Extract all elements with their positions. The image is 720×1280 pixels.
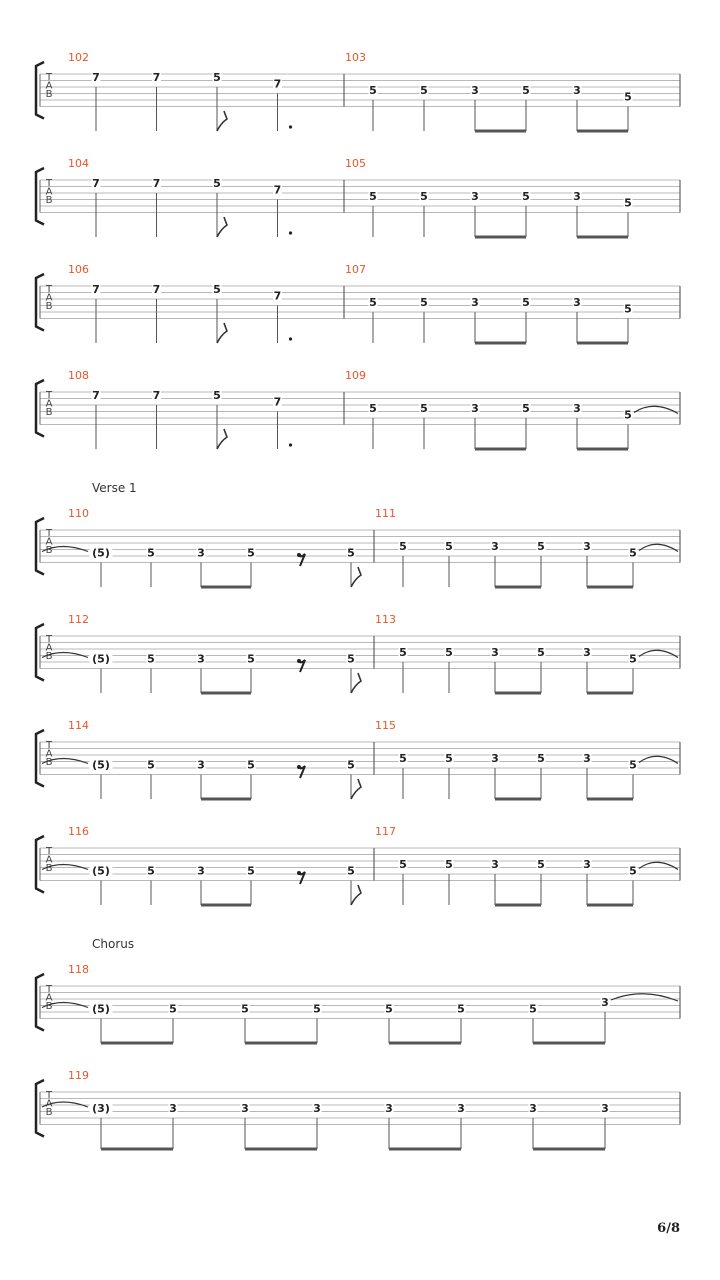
tab-clef-letter: B (45, 301, 53, 313)
fret-number: 3 (583, 646, 591, 659)
fret-number: 3 (529, 1102, 537, 1115)
note-flag (217, 217, 227, 237)
bar-number: 110 (68, 507, 89, 520)
fret-number: 5 (313, 1002, 321, 1016)
fret-number: (5) (92, 864, 110, 878)
fret-number: 7 (273, 183, 282, 197)
fret-number: 3 (197, 758, 205, 772)
fret-number: 5 (347, 758, 355, 772)
fret-number: 3 (491, 858, 499, 871)
fret-number: (5) (92, 546, 110, 560)
note-flag (217, 111, 227, 131)
fret-number: 5 (399, 858, 407, 871)
bar-number: 114 (68, 719, 89, 732)
fret-number: 5 (522, 84, 530, 97)
note-flag (351, 673, 361, 693)
fret-number: 5 (420, 84, 428, 97)
fret-number: 5 (147, 546, 155, 560)
fret-number: 5 (399, 540, 407, 553)
tie-arc (639, 650, 678, 657)
fret-number: 5 (247, 546, 255, 560)
bar-number: 104 (68, 157, 89, 170)
fret-number: 3 (573, 190, 581, 203)
fret-number: 3 (583, 752, 591, 765)
fret-number: 5 (629, 864, 637, 878)
bar-number: 115 (375, 719, 396, 732)
fret-number: 3 (583, 540, 591, 553)
tab-clef-letter: B (45, 757, 53, 769)
tie-arc (639, 862, 678, 869)
fret-number: 5 (247, 864, 255, 878)
fret-number: 5 (624, 196, 632, 210)
tab-clef-letter: B (45, 651, 53, 663)
fret-number: 5 (457, 1002, 465, 1016)
fret-number: 5 (369, 402, 377, 415)
fret-number: 3 (491, 646, 499, 659)
fret-number: 3 (197, 652, 205, 666)
bar-number: 111 (375, 507, 396, 520)
tab-clef-letter: B (45, 1001, 53, 1013)
fret-number: 3 (471, 190, 479, 203)
tab-clef-letter: A (45, 748, 53, 760)
fret-number: 5 (147, 864, 155, 878)
fret-number: 5 (445, 540, 453, 553)
tab-clef-letter: A (45, 80, 53, 92)
tab-clef-letter: T (45, 178, 53, 189)
bar-number: 102 (68, 51, 89, 64)
bar-number: 113 (375, 613, 396, 626)
note-flag (217, 429, 227, 449)
fret-number: 5 (629, 758, 637, 772)
tab-clef-letter: T (45, 284, 53, 295)
fret-number: 5 (169, 1002, 177, 1016)
tab-clef-letter: B (45, 195, 53, 207)
fret-number: 5 (624, 90, 632, 104)
fret-number: 5 (420, 402, 428, 415)
fret-number: 7 (92, 177, 100, 190)
fret-number: 5 (399, 646, 407, 659)
tab-clef-letter: B (45, 1107, 53, 1119)
fret-number: 5 (522, 190, 530, 203)
fret-number: 5 (537, 752, 545, 765)
bar-number: 118 (68, 963, 89, 976)
fret-number: 5 (147, 652, 155, 666)
eighth-rest-dot (297, 765, 301, 769)
fret-number: 5 (420, 190, 428, 203)
tie-arc (634, 406, 678, 413)
fret-number: 3 (457, 1102, 465, 1115)
fret-number: (5) (92, 1002, 110, 1016)
fret-number: 5 (247, 652, 255, 666)
fret-number: 7 (152, 71, 161, 84)
tab-clef-letter: B (45, 545, 53, 557)
duration-dot (289, 125, 292, 128)
section-label: Chorus (92, 937, 135, 951)
fret-number: (3) (92, 1102, 110, 1115)
fret-number: 3 (601, 1102, 609, 1115)
tab-clef-letter: A (45, 642, 53, 654)
tab-clef-letter: T (45, 390, 53, 401)
page-number: 6/8 (657, 1221, 680, 1236)
fret-number: (5) (92, 652, 110, 666)
fret-number: 5 (213, 177, 221, 190)
fret-number: 3 (313, 1102, 321, 1115)
fret-number: 7 (92, 71, 100, 84)
tab-clef-letter: A (45, 854, 53, 866)
bar-number: 108 (68, 369, 89, 382)
fret-number: 3 (471, 296, 479, 309)
fret-number: 5 (347, 864, 355, 878)
bar-number: 116 (68, 825, 89, 838)
tie-arc (611, 994, 678, 1001)
tab-clef-letter: T (45, 984, 53, 995)
fret-number: 5 (247, 758, 255, 772)
fret-number: 5 (445, 646, 453, 659)
fret-number: 5 (624, 408, 632, 422)
fret-number: 3 (583, 858, 591, 871)
fret-number: 5 (369, 190, 377, 203)
fret-number: 7 (273, 395, 282, 409)
fret-number: 5 (213, 283, 221, 296)
fret-number: 5 (147, 758, 155, 772)
fret-number: 7 (273, 77, 282, 91)
tab-clef-letter: B (45, 863, 53, 875)
note-flag (351, 885, 361, 905)
tab-clef-letter: A (45, 398, 53, 410)
fret-number: 5 (369, 296, 377, 309)
fret-number: 3 (385, 1102, 393, 1115)
fret-number: 3 (197, 546, 205, 560)
fret-number: 5 (385, 1002, 393, 1016)
tab-clef-letter: A (45, 186, 53, 198)
section-label: Verse 1 (92, 481, 137, 495)
fret-number: (5) (92, 758, 110, 772)
bar-number: 112 (68, 613, 89, 626)
fret-number: 5 (537, 540, 545, 553)
fret-number: 7 (152, 177, 161, 190)
tab-clef-letter: A (45, 1098, 53, 1110)
fret-number: 3 (471, 84, 479, 97)
fret-number: 7 (273, 289, 282, 303)
bar-number: 107 (345, 263, 366, 276)
note-flag (351, 567, 361, 587)
fret-number: 5 (522, 296, 530, 309)
fret-number: 5 (213, 71, 221, 84)
fret-number: 5 (629, 546, 637, 560)
tab-clef-letter: A (45, 292, 53, 304)
fret-number: 3 (573, 84, 581, 97)
tie-arc (639, 544, 678, 551)
fret-number: 5 (537, 646, 545, 659)
fret-number: 3 (197, 864, 205, 878)
duration-dot (289, 443, 292, 446)
fret-number: 7 (152, 283, 161, 296)
fret-number: 5 (420, 296, 428, 309)
note-flag (217, 323, 227, 343)
tab-clef-letter: T (45, 1090, 53, 1101)
tab-clef-letter: T (45, 740, 53, 751)
tab-clef-letter: A (45, 992, 53, 1004)
bar-number: 105 (345, 157, 366, 170)
fret-number: 5 (347, 652, 355, 666)
fret-number: 5 (537, 858, 545, 871)
fret-number: 5 (445, 858, 453, 871)
bar-number: 106 (68, 263, 89, 276)
tab-clef-letter: T (45, 634, 53, 645)
fret-number: 3 (169, 1102, 177, 1115)
eighth-rest-dot (297, 659, 301, 663)
tab-clef-letter: A (45, 536, 53, 548)
fret-number: 3 (491, 540, 499, 553)
fret-number: 7 (152, 389, 161, 402)
fret-number: 5 (629, 652, 637, 666)
fret-number: 3 (241, 1102, 249, 1115)
bar-number: 117 (375, 825, 396, 838)
bar-number: 103 (345, 51, 366, 64)
fret-number: 5 (399, 752, 407, 765)
duration-dot (289, 231, 292, 234)
fret-number: 3 (573, 296, 581, 309)
fret-number: 3 (471, 402, 479, 415)
fret-number: 3 (573, 402, 581, 415)
tab-clef-letter: B (45, 89, 53, 101)
fret-number: 3 (601, 996, 609, 1009)
fret-number: 7 (92, 283, 100, 296)
fret-number: 5 (529, 1002, 537, 1016)
bar-number: 119 (68, 1069, 89, 1082)
tab-clef-letter: T (45, 72, 53, 83)
eighth-rest-dot (297, 553, 301, 557)
note-flag (351, 779, 361, 799)
bar-number: 109 (345, 369, 366, 382)
tab-clef-letter: B (45, 407, 53, 419)
fret-number: 5 (369, 84, 377, 97)
fret-number: 5 (624, 302, 632, 316)
fret-number: 5 (445, 752, 453, 765)
fret-number: 3 (491, 752, 499, 765)
duration-dot (289, 337, 292, 340)
fret-number: 5 (241, 1002, 249, 1016)
tie-arc (639, 756, 678, 763)
fret-number: 7 (92, 389, 100, 402)
fret-number: 5 (347, 546, 355, 560)
fret-number: 5 (522, 402, 530, 415)
tab-clef-letter: T (45, 528, 53, 539)
fret-number: 5 (213, 389, 221, 402)
tab-clef-letter: T (45, 846, 53, 857)
eighth-rest-dot (297, 871, 301, 875)
